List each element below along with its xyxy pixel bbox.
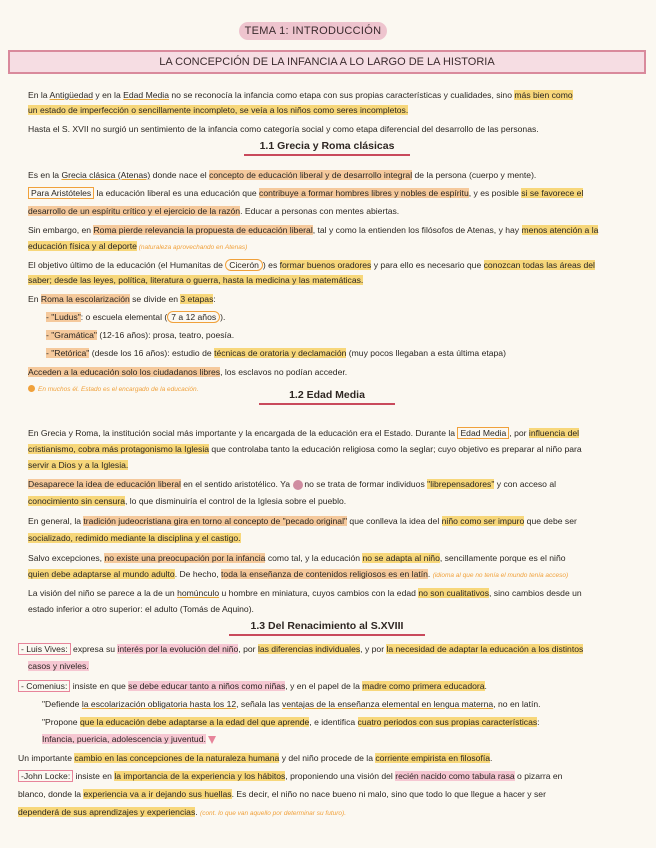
sec3-comenius-line-2: "Defiende la escolarización obligatoria hasta los 12, señala las ventajas de la enseñanza elemental en lengua materna, no en latín. [42, 699, 541, 709]
sec2-line-6: En general, la tradición judeocristiana gira en torno al concepto de "pecado original" que conlleva la idea del niño como ser impuro que debe ser [28, 516, 577, 526]
sec3-vives-line-1: - Luis Vives: expresa su interés por la evolución del niño, por las diferencias individuales, y por la necesidad de adaptar la educación a los distintos [18, 643, 640, 656]
section-heading-edad-media: 1.2 Edad Media [267, 389, 387, 401]
intro-line-3: Hasta el S. XVII no surgió un sentimiento de la infancia como categoría social y como etapa diferencial del desarrollo de las personas. [28, 124, 539, 134]
sec3-empirismo-line: Un importante cambio en las concepciones de la naturaleza humana y del niño procede de la corriente empirista en filosofía. [18, 753, 493, 763]
sec2-line-9: quien debe adaptarse al mundo adulto. De hecho, toda la enseñanza de contenidos religiosos es en latín. (idioma al que no tenía el mundo tenía acceso) [28, 569, 569, 579]
ink-blot-icon [293, 480, 303, 490]
sec1-line-9: Acceden a la educación solo los ciudadanos libres, los esclavos no podían acceder. [28, 367, 348, 377]
section-heading-renacimiento: 1.3 Del Renacimiento al S.XVIII [237, 620, 417, 632]
sec1-stage-retorica: - "Retórica" (desde los 16 años): estudio de técnicas de oratoria y declamación (muy pocos llegaban a esta última etapa) [46, 348, 506, 358]
bullet-dot-icon [28, 385, 35, 392]
sec2-line-7: socializado, redimido mediante la disciplina y el castigo. [28, 533, 241, 543]
sec3-comenius-line-1: - Comenius: insiste en que se debe educar tanto a niños como niñas, y en el papel de la madre como primera educadora. [18, 680, 640, 693]
section-heading-grecia-roma: 1.1 Grecia y Roma clásicas [252, 140, 402, 152]
topic-label: TEMA 1: INTRODUCCIÓN [239, 22, 387, 40]
sec2-line-3: servir a Dios y a la Iglesia. [28, 460, 129, 470]
sec2-line-4: Desaparece la idea de educación liberal en el sentido aristotélico. Ya no se trata de formar individuos "librepensadores" y con acceso al [28, 479, 557, 489]
page-title: LA CONCEPCIÓN DE LA INFANCIA A LO LARGO DE LA HISTORIA [8, 50, 646, 74]
sec2-line-2: cristianismo, cobra más protagonismo la Iglesia que controlaba tanto la educación religiosa como la seglar; cuyo objetivo es preparar al niño para [28, 444, 582, 454]
sec2-line-10: La visión del niño se parece a la de un homúnculo u hombre en miniatura, cuyos cambios con la edad no son cualitativos, sino cambios desde un [28, 588, 582, 598]
sec1-line-5: educación física y al deporte (naturaleza aprovechando en Atenas) [28, 241, 248, 251]
sec1-line-4: Sin embargo, en Roma pierde relevancia la propuesta de educación liberal, tal y como la entienden los filósofos de Atenas, y hay menos atención a la [28, 225, 599, 235]
sec1-line-7: saber; desde las leyes, política, literatura o guerra, hasta la medicina y las matemáticas. [28, 275, 364, 285]
sec1-stage-gramatica: - "Gramática" (12-16 años): prosa, teatro, poesía. [46, 330, 235, 340]
sec1-line-6: El objetivo último de la educación (el Humanitas de Cicerón ) es formar buenos oradores y para ello es necesario que conozcan todas las áreas del [28, 260, 595, 270]
intro-line-2: un estado de imperfección o sencillamente incompleto, se veía a los niños como seres incompletos. [28, 105, 409, 115]
sec3-comenius-line-4: Infancia, puericia, adolescencia y juventud. [42, 733, 640, 746]
sec1-line-8: En Roma la escolarización se divide en 3 etapas: [28, 294, 216, 304]
sec3-locke-line-1: -John Locke: insiste en la importancia de la experiencia y los hábitos, proponiendo una visión del recién nacido como tabula rasa o pizarra en [18, 770, 640, 783]
sec3-locke-line-3: dependerá de sus aprendizajes y experiencias. (cont. lo que van aquello por determinar su futuro). [18, 807, 347, 817]
sec2-line-5: conocimiento sin censura, lo que disminuiría el control de la Iglesia sobre el pueblo. [28, 496, 347, 506]
intro-line-1: En la Antigüedad y en la Edad Media no se reconocía la infancia como etapa con sus propias características y cualidades, sino más bien como [28, 90, 573, 100]
sec2-line-8: Salvo excepciones, no existe una preocupación por la infancia como tal, y la educación no se adapta al niño, sencillamente porque es el niño [28, 553, 566, 563]
sec2-line-11: estado inferior a otro superior: el adulto (Tomás de Aquino). [28, 604, 254, 614]
pink-marker-icon [208, 736, 216, 744]
sec3-vives-line-2: casos y niveles. [28, 661, 89, 671]
sec3-comenius-line-3: "Propone que la educación debe adaptarse a la edad del que aprende, e identifica cuatro periodos con sus propias características: [42, 717, 540, 727]
sec3-locke-line-2: blanco, donde la experiencia va a ir dejando sus huellas. Es decir, el niño no nace bueno ni malo, sino que todo lo que llegue a hacer y ser [18, 789, 546, 799]
sec1-note: En muchos él. Estado es el encargado de la educación. [28, 382, 640, 396]
sec2-line-1: En Grecia y Roma, la institución social más importante y la encargada de la educación era el Estado. Durante la Edad Media , por influencia del [28, 428, 580, 438]
sec1-line-1: Es en la Grecia clásica (Atenas) donde nace el concepto de educación liberal y de desarrollo integral de la persona (cuerpo y mente). [28, 170, 537, 180]
sec1-line-2: Para Aristóteles la educación liberal es una educación que contribuye a formar hombres libres y nobles de espíritu, y es posible si se favorece el [28, 187, 640, 200]
sec1-stage-ludus: - "Ludus": o escuela elemental ( 7 a 12 años ). [46, 312, 226, 322]
sec1-line-3: desarrollo de un espíritu crítico y el ejercicio de la razón. Educar a personas con mentes abiertas. [28, 206, 400, 216]
